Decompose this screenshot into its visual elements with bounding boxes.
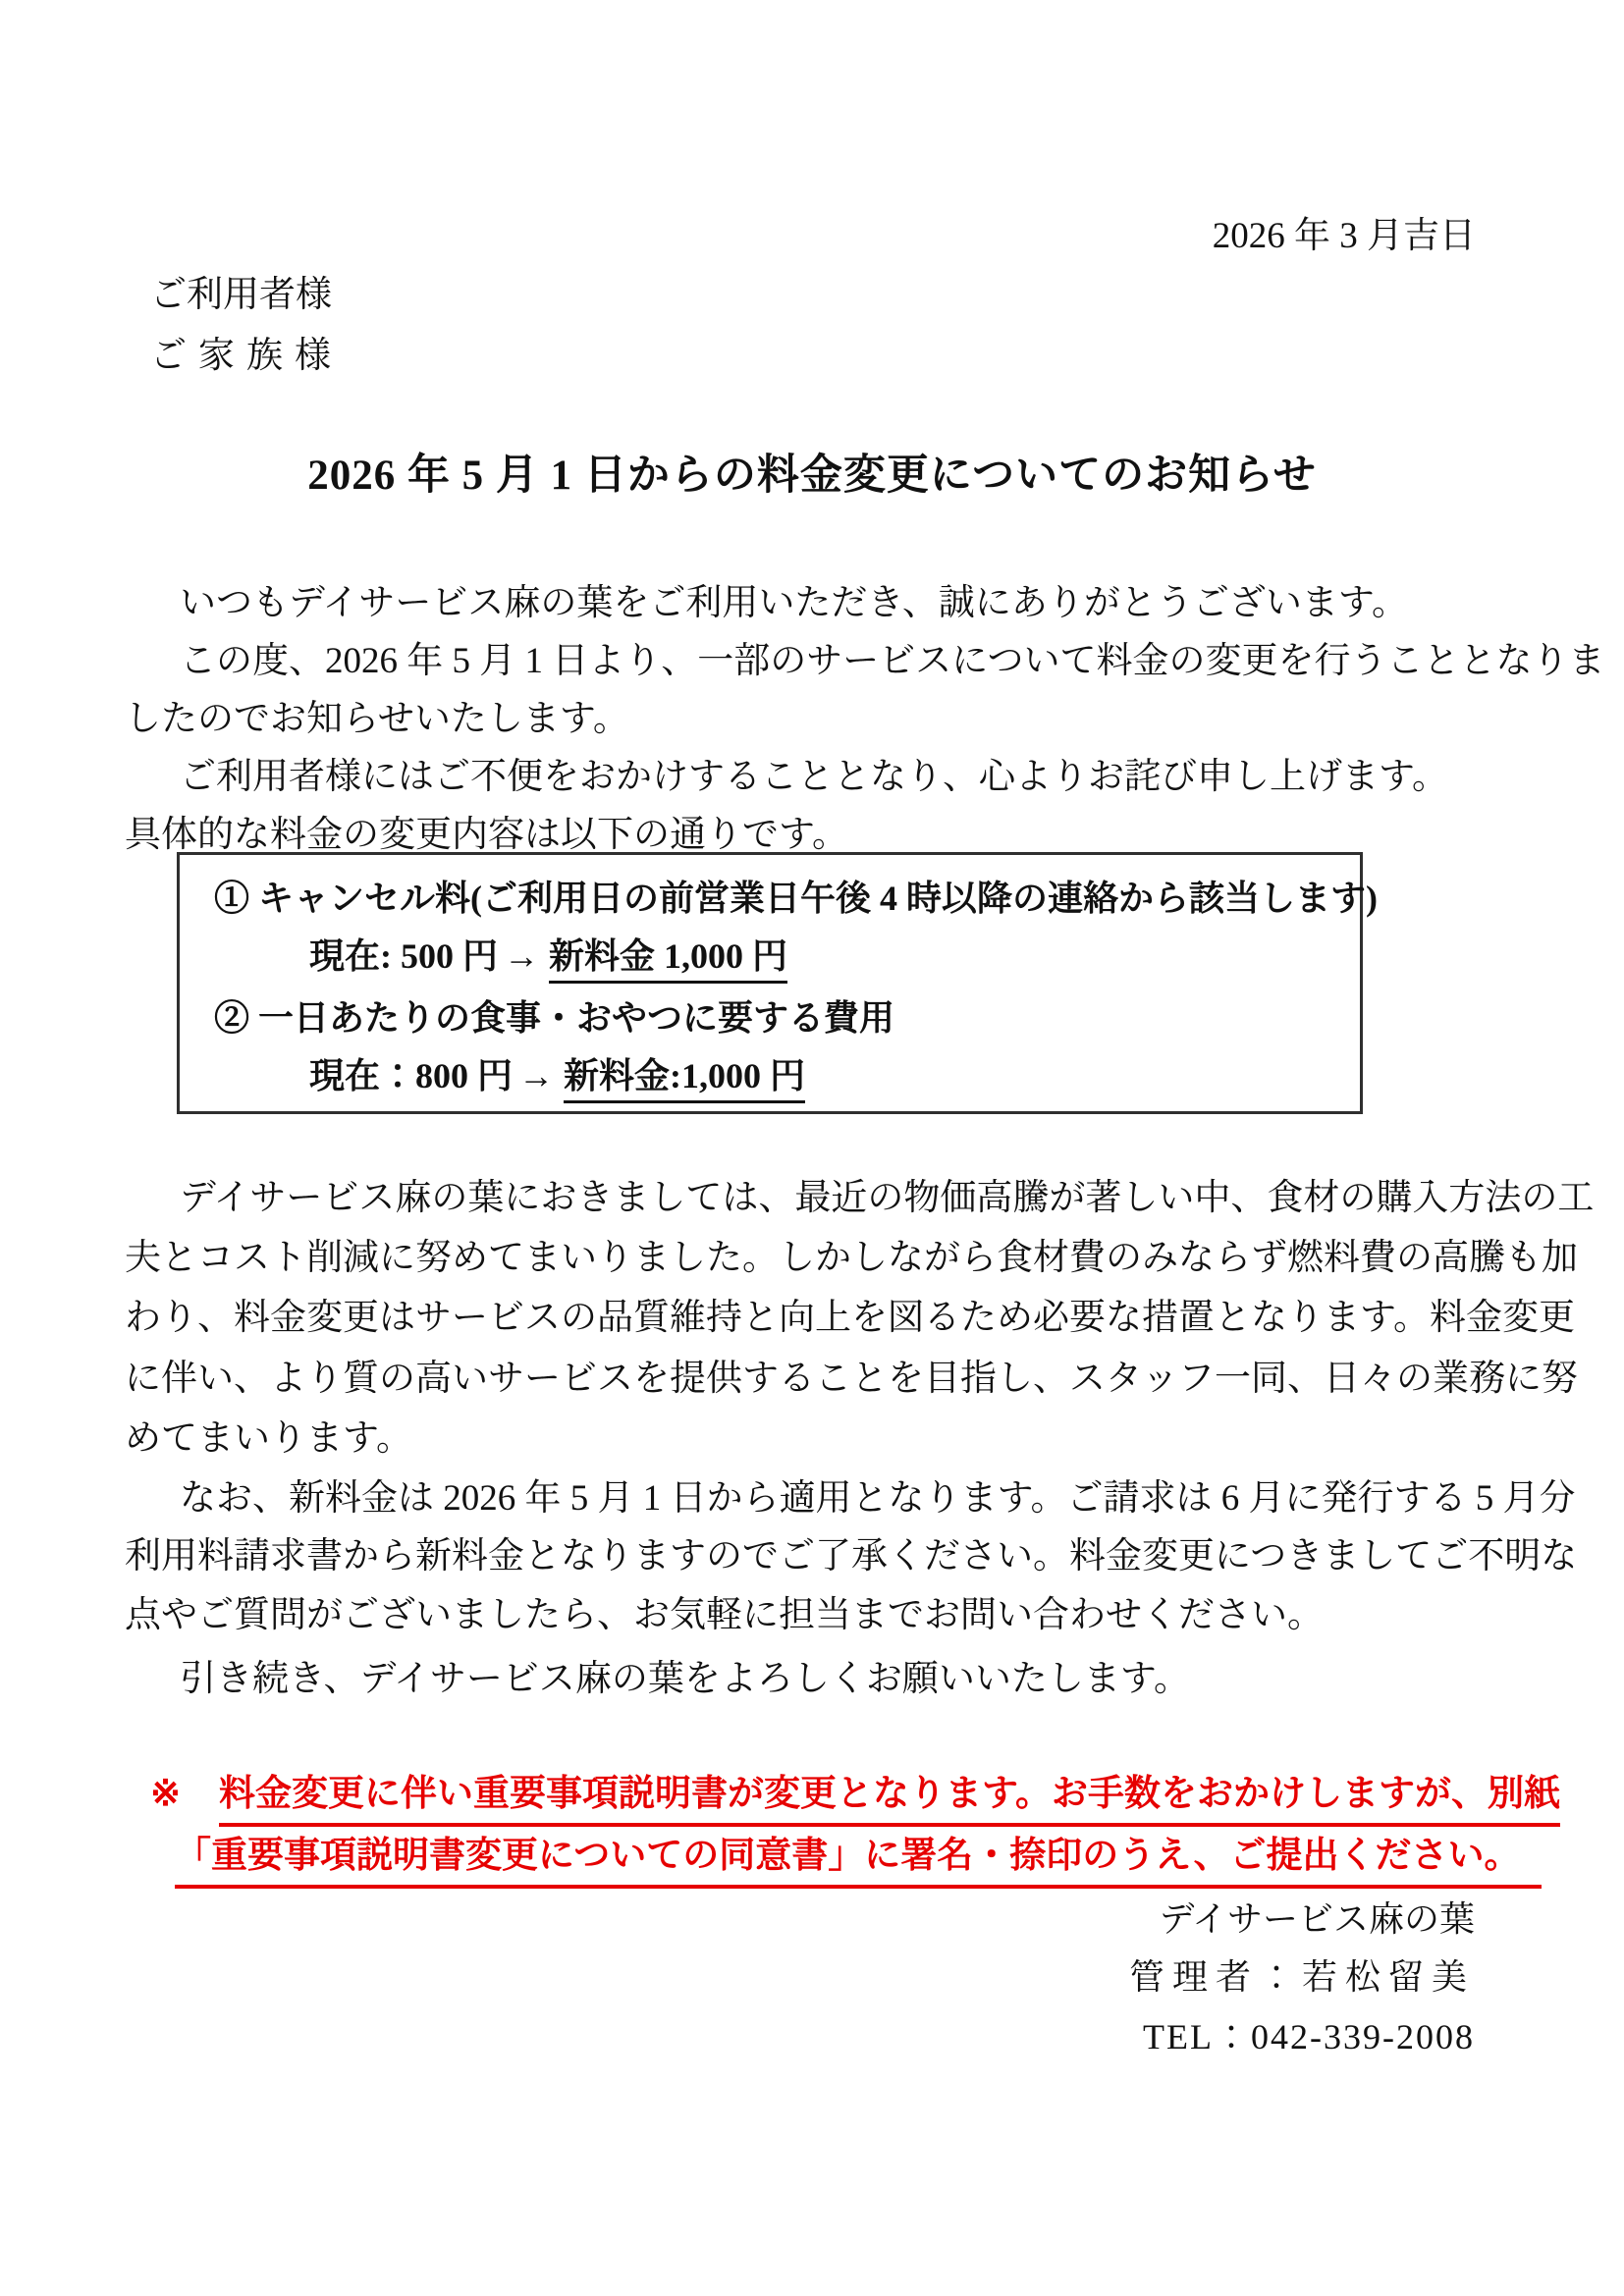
body-line: 点やご質問がございましたら、お気軽に担当までお問い合わせください。 xyxy=(125,1595,1324,1635)
document-date: 2026 年 3 月吉日 xyxy=(1212,216,1476,256)
body-line: なお、新料金は 2026 年 5 月 1 日から適用となります。ご請求は 6 月に発行する 5 月分 xyxy=(180,1478,1576,1519)
body-line: めてまいります。 xyxy=(125,1418,413,1459)
fee-item-1-current: 現在: 500 円 xyxy=(309,936,498,976)
important-notice-text: 料金変更に伴い重要事項説明書が変更となります。お手数をおかけしますが、別紙 xyxy=(219,1772,1560,1827)
document-title: 2026 年 5 月 1 日からの料金変更についてのお知らせ xyxy=(307,453,1317,499)
fee-item-1-change xyxy=(309,934,787,979)
intro-line: 具体的な料金の変更内容は以下の通りです。 xyxy=(125,815,849,855)
important-notice-text: 「重要事項説明書変更についての同意書」に署名・捺印のうえ、ご提出ください。 xyxy=(175,1834,1542,1889)
body-line: 夫とコスト削減に努めてまいりました。しかしながら食材費のみならず燃料費の高騰も加 xyxy=(125,1238,1578,1278)
body-line: 利用料請求書から新料金となりますのでご了承ください。料金変更につきましてご不明な xyxy=(125,1536,1578,1576)
arrow-right-icon: → xyxy=(518,1056,555,1095)
intro-line: いつもデイサービス麻の葉をご利用いただき、誠にありがとうございます。 xyxy=(180,583,1408,623)
body-line: わり、料金変更はサービスの品質維持と向上を図るため必要な措置となります。料金変更 xyxy=(125,1298,1576,1338)
fee-item-1-heading: ① キャンセル料(ご利用日の前営業日午後 4 時以降の連絡から該当します) xyxy=(214,879,1378,918)
intro-line: この度、2026 年 5 月 1 日より、一部のサービスについて料金の変更を行うこととなりま xyxy=(180,641,1605,681)
recipient-family: ご家族様 xyxy=(150,336,343,376)
fee-item-2-new-fee: 新料金:1,000 円 xyxy=(564,1056,805,1103)
important-notice-marker: ※ xyxy=(150,1774,182,1814)
important-notice-line xyxy=(219,1772,1560,1827)
signature-manager: 管理者：若松留美 xyxy=(1128,1957,1475,1997)
fee-item-1-new-fee: 新料金 1,000 円 xyxy=(549,936,787,984)
body-line: デイサービス麻の葉におきましては、最近の物価高騰が著しい中、食材の購入方法の工 xyxy=(180,1178,1595,1218)
recipient-users: ご利用者様 xyxy=(150,275,332,315)
fee-item-2-heading: ② 一日あたりの食事・おやつに要する費用 xyxy=(214,998,895,1038)
body-line: に伴い、より質の高いサービスを提供することを目指し、スタッフ一同、日々の業務に努 xyxy=(125,1359,1578,1399)
body-line: 引き続き、デイサービス麻の葉をよろしくお願いいたします。 xyxy=(180,1659,1190,1699)
arrow-right-icon: → xyxy=(504,936,539,976)
intro-line: したのでお知らせいたします。 xyxy=(125,699,629,739)
important-notice-line xyxy=(175,1834,1542,1889)
fee-item-2-change xyxy=(309,1054,805,1098)
fee-change-box xyxy=(177,852,1378,1114)
intro-line: ご利用者様にはご不便をおかけすることとなり、心よりお詫び申し上げます。 xyxy=(180,757,1449,797)
signature-organization: デイサービス麻の葉 xyxy=(1159,1899,1475,1939)
signature-phone: TEL：042-339-2008 xyxy=(1143,2017,1475,2056)
fee-item-2-current: 現在：800 円 xyxy=(309,1056,514,1095)
